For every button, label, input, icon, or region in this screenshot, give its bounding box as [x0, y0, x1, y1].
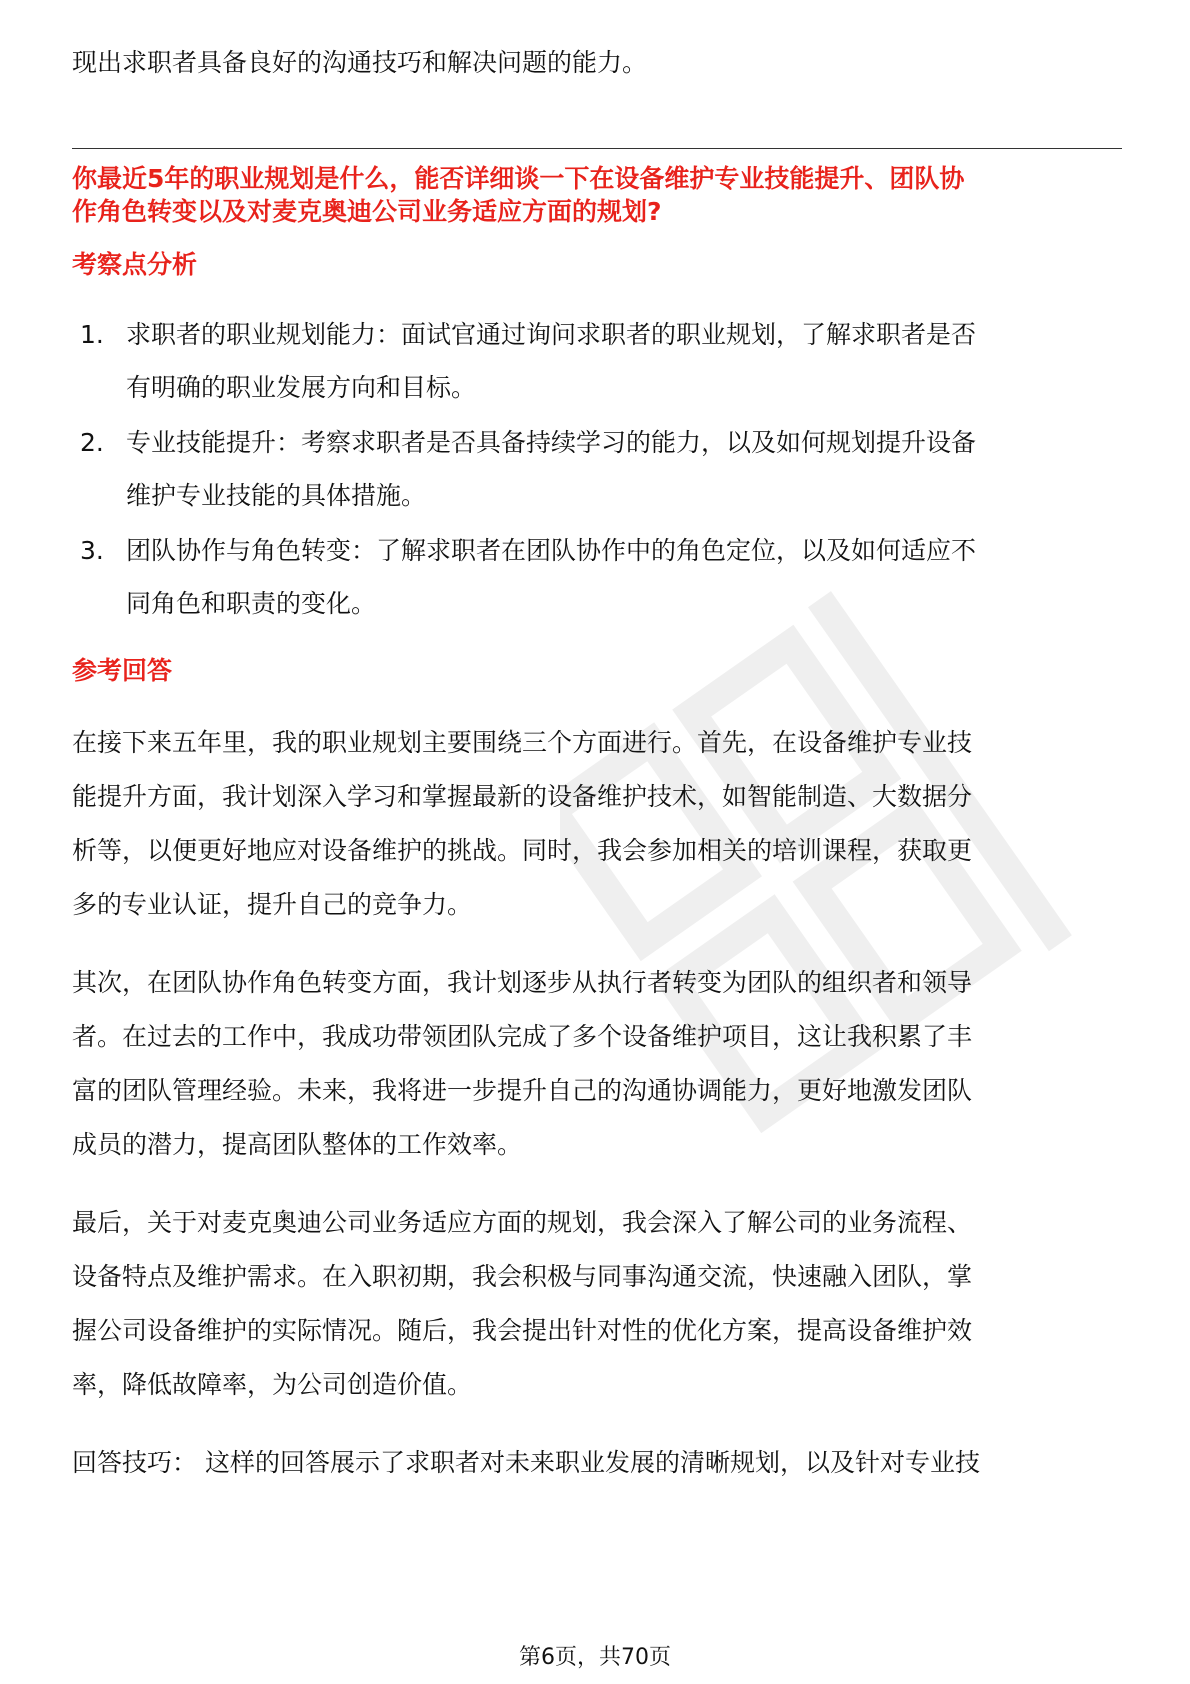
answer-paragraph-1-line: 在接下来五年里，我的职业规划主要围绕三个方面进行。首先，在设备维护专业技 — [72, 728, 973, 757]
answer-paragraph-3-line: 设备特点及维护需求。在入职初期，我会积极与同事沟通交流，快速融入团队，掌 — [72, 1262, 973, 1291]
answer-paragraph-2-line: 者。在过去的工作中，我成功带领团队完成了多个设备维护项目，这让我积累了丰 — [72, 1022, 973, 1051]
analysis-item-3-line-2: 同角色和职责的变化。 — [126, 589, 377, 618]
answer-tips-line: 回答技巧： 这样的回答展示了求职者对未来职业发展的清晰规划，以及针对专业技 — [72, 1448, 980, 1477]
analysis-heading: 考察点分析 — [72, 250, 198, 279]
question-line-2: 作角色转变以及对麦克奥迪公司业务适应方面的规划? — [72, 197, 662, 226]
page-number-footer: 第6页，共70页 — [519, 1645, 671, 1670]
analysis-item-1-line-1: 求职者的职业规划能力：面试官通过询问求职者的职业规划，了解求职者是否 — [126, 320, 977, 349]
answer-paragraph-1-line: 析等，以便更好地应对设备维护的挑战。同时，我会参加相关的培训课程，获取更 — [72, 836, 973, 865]
analysis-item-number: 1. — [80, 320, 104, 349]
answer-paragraph-1-line: 能提升方面，我计划深入学习和掌握最新的设备维护技术，如智能制造、大数据分 — [72, 782, 973, 811]
analysis-item-2-line-1: 专业技能提升：考察求职者是否具备持续学习的能力，以及如何规划提升设备 — [126, 428, 977, 457]
analysis-item-number: 3. — [80, 536, 104, 565]
answer-paragraph-3-line: 率，降低故障率，为公司创造价值。 — [72, 1370, 473, 1399]
analysis-item-2-line-2: 维护专业技能的具体措施。 — [126, 481, 427, 510]
analysis-item-number: 2. — [80, 428, 104, 457]
answer-paragraph-3-line: 最后，关于对麦克奥迪公司业务适应方面的规划，我会深入了解公司的业务流程、 — [72, 1208, 973, 1237]
section-divider — [72, 148, 1122, 149]
analysis-item-3-line-1: 团队协作与角色转变：了解求职者在团队协作中的角色定位，以及如何适应不 — [126, 536, 977, 565]
answer-paragraph-3-line: 握公司设备维护的实际情况。随后，我会提出针对性的优化方案，提高设备维护效 — [72, 1316, 973, 1345]
question-line-1: 你最近5年的职业规划是什么，能否详细谈一下在设备维护专业技能提升、团队协 — [72, 164, 965, 193]
answer-heading: 参考回答 — [72, 656, 173, 685]
answer-paragraph-2-line: 其次，在团队协作角色转变方面，我计划逐步从执行者转变为团队的组织者和领导 — [72, 968, 973, 997]
answer-paragraph-2-line: 成员的潜力，提高团队整体的工作效率。 — [72, 1130, 523, 1159]
analysis-item-1-line-2: 有明确的职业发展方向和目标。 — [126, 373, 477, 402]
answer-paragraph-1-line: 多的专业认证，提升自己的竞争力。 — [72, 890, 473, 919]
top-paragraph-text: 现出求职者具备良好的沟通技巧和解决问题的能力。 — [72, 48, 648, 77]
answer-paragraph-2-line: 富的团队管理经验。未来，我将进一步提升自己的沟通协调能力，更好地激发团队 — [72, 1076, 973, 1105]
